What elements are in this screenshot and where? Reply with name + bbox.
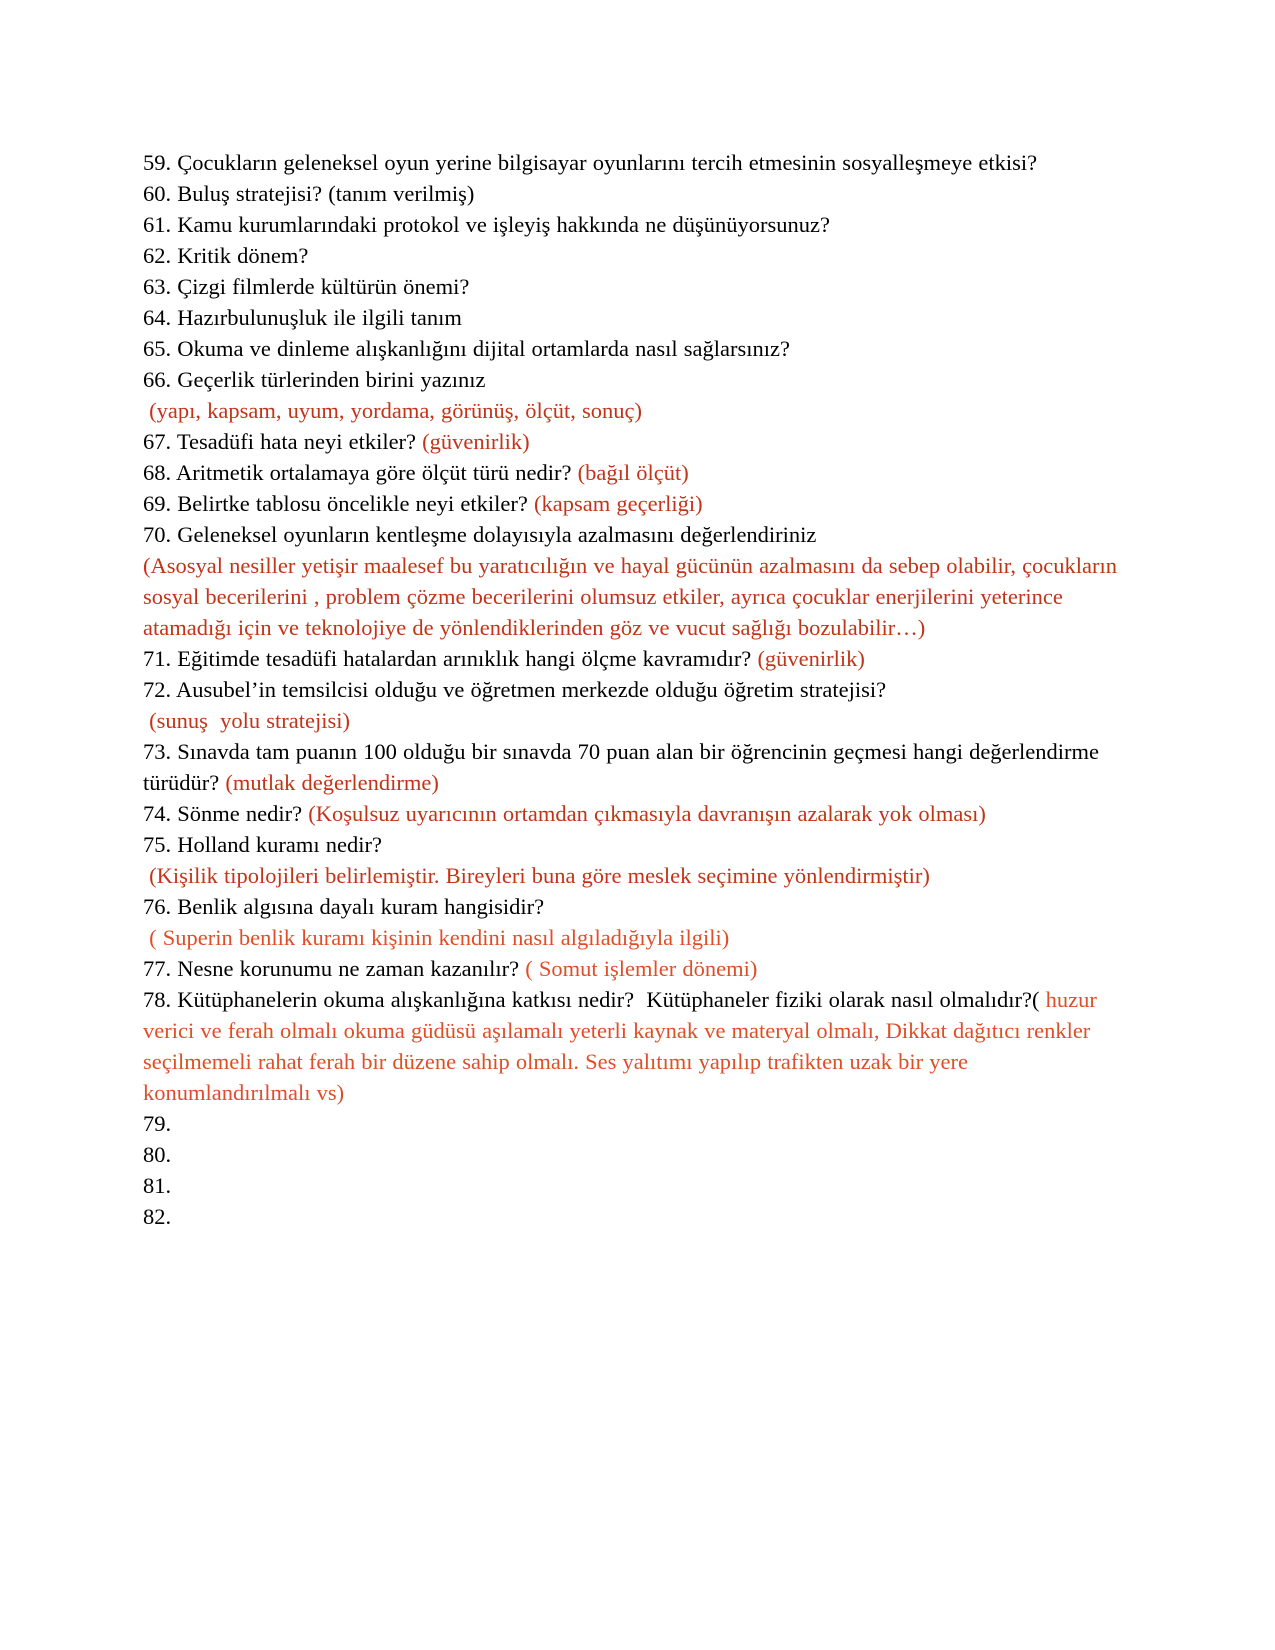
question-text: 79.	[143, 1111, 172, 1136]
question-text: 75. Holland kuramı nedir?	[143, 832, 382, 857]
question-item	[143, 705, 1137, 736]
answer-text: (Asosyal nesiller yetişir maalesef bu yaratıcılığın ve hayal gücünün azalmasını da sebep olabilir, çocukların sosyal becerilerini , problem çözme becerilerini olumsuz etkiler, ayrıca çocuklar enerjilerini yeterince atamadığı için ve teknolojiye de yönlendiklerinden göz ve vucut sağlığı bozulabilir…)	[143, 553, 1124, 640]
question-item	[143, 519, 1137, 550]
question-item	[143, 333, 1137, 364]
answer-text: (güvenirlik)	[422, 429, 530, 454]
question-item	[143, 953, 1137, 984]
question-text: 78. Kütüphanelerin okuma alışkanlığına katkısı nedir? Kütüphaneler fiziki olarak nasıl olmalıdır?(	[143, 987, 1040, 1012]
question-item	[143, 1108, 1137, 1139]
question-text: 73. Sınavda tam puanın 100 olduğu bir sınavda 70 puan alan bir öğrencinin geçmesi hangi değerlendirme türüdür?	[143, 739, 1106, 795]
question-item	[143, 1139, 1137, 1170]
question-item	[143, 271, 1137, 302]
question-item	[143, 147, 1137, 178]
answer-text: (güvenirlik)	[757, 646, 865, 671]
question-text: 72. Ausubel’in temsilcisi olduğu ve öğretmen merkezde olduğu öğretim stratejisi?	[143, 677, 887, 702]
answer-text: huzur verici ve ferah olmalı okuma güdüsü aşılamalı yeterli kaynak ve materyal olmalı, Dikkat dağıtıcı renkler seçilmemeli rahat ferah bir düzene sahip olmalı. Ses yalıtımı yapılıp trafikten uzak bir yere konumlandırılmalı vs)	[143, 987, 1103, 1105]
question-item	[143, 984, 1137, 1108]
question-text: 61. Kamu kurumlarındaki protokol ve işleyiş hakkında ne düşünüyorsunuz?	[143, 212, 830, 237]
question-text: 62. Kritik dönem?	[143, 243, 309, 268]
question-text: 67. Tesadüfi hata neyi etkiler?	[143, 429, 423, 454]
answer-text: ( Superin benlik kuramı kişinin kendini nasıl algıladığıyla ilgili)	[143, 925, 730, 950]
question-text: 77. Nesne korunumu ne zaman kazanılır?	[143, 956, 526, 981]
question-text: 82.	[143, 1204, 172, 1229]
question-text: 59. Çocukların geleneksel oyun yerine bilgisayar oyunlarını tercih etmesinin sosyalleşmeye etkisi?	[143, 150, 1038, 175]
question-text: 74. Sönme nedir?	[143, 801, 309, 826]
answer-text: (kapsam geçerliği)	[534, 491, 703, 516]
question-item	[143, 829, 1137, 860]
question-item	[143, 891, 1137, 922]
question-text: 80.	[143, 1142, 172, 1167]
question-text: 66. Geçerlik türlerinden birini yazınız	[143, 367, 486, 392]
question-text: 71. Eğitimde tesadüfi hatalardan arınıklık hangi ölçme kavramıdır?	[143, 646, 758, 671]
answer-text: (Koşulsuz uyarıcının ortamdan çıkmasıyla davranışın azalarak yok olması)	[308, 801, 986, 826]
answer-text: ( Somut işlemler dönemi)	[525, 956, 758, 981]
answer-text: (Kişilik tipolojileri belirlemiştir. Bireyleri buna göre meslek seçimine yönlendirmiştir)	[143, 863, 930, 888]
question-item	[143, 1170, 1137, 1201]
question-text: 70. Geleneksel oyunların kentleşme dolayısıyla azalmasını değerlendiriniz	[143, 522, 817, 547]
question-item	[143, 395, 1137, 426]
question-text: 69. Belirtke tablosu öncelikle neyi etkiler?	[143, 491, 535, 516]
question-item	[143, 798, 1137, 829]
question-text: 76. Benlik algısına dayalı kuram hangisidir?	[143, 894, 545, 919]
question-item	[143, 1201, 1137, 1232]
question-item	[143, 736, 1137, 798]
question-item	[143, 457, 1137, 488]
question-text: 64. Hazırbulunuşluk ile ilgili tanım	[143, 305, 462, 330]
answer-text: (bağıl ölçüt)	[577, 460, 689, 485]
question-item	[143, 178, 1137, 209]
question-item	[143, 643, 1137, 674]
answer-text: (sunuş yolu stratejisi)	[143, 708, 350, 733]
question-item	[143, 240, 1137, 271]
question-item	[143, 550, 1137, 643]
question-text: 68. Aritmetik ortalamaya göre ölçüt türü nedir?	[143, 460, 578, 485]
question-text: 63. Çizgi filmlerde kültürün önemi?	[143, 274, 470, 299]
document-body	[143, 147, 1137, 1232]
answer-text: (yapı, kapsam, uyum, yordama, görünüş, ölçüt, sonuç)	[143, 398, 643, 423]
question-text: 65. Okuma ve dinleme alışkanlığını dijital ortamlarda nasıl sağlarsınız?	[143, 336, 790, 361]
question-item	[143, 426, 1137, 457]
question-item	[143, 922, 1137, 953]
question-item	[143, 209, 1137, 240]
question-text: 81.	[143, 1173, 172, 1198]
question-item	[143, 674, 1137, 705]
question-item	[143, 860, 1137, 891]
question-text: 60. Buluş stratejisi? (tanım verilmiş)	[143, 181, 475, 206]
question-item	[143, 302, 1137, 333]
question-item	[143, 364, 1137, 395]
question-item	[143, 488, 1137, 519]
answer-text: (mutlak değerlendirme)	[225, 770, 439, 795]
